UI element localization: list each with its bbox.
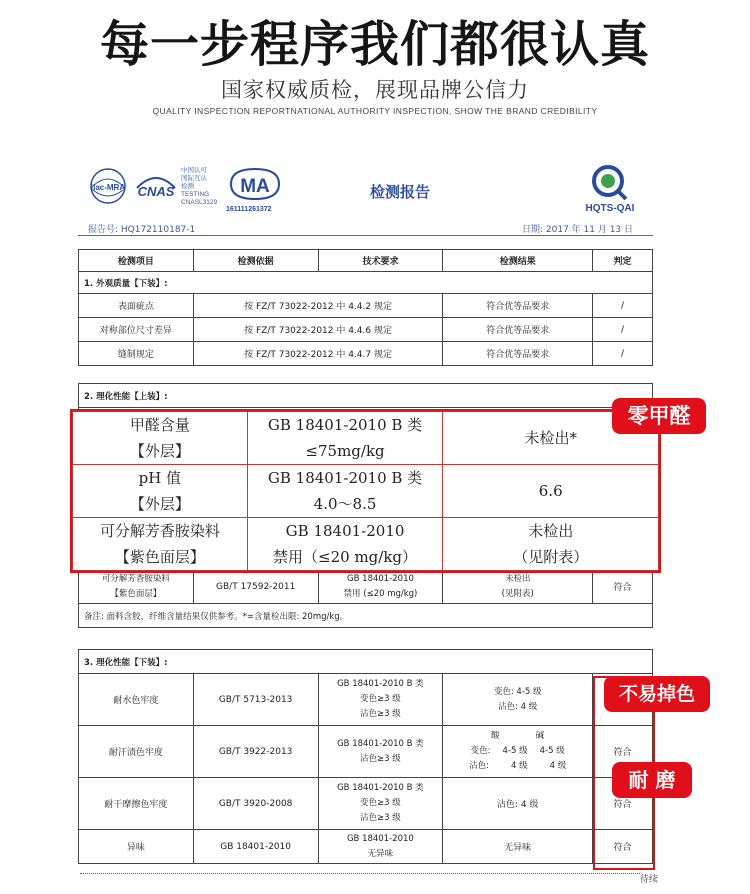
inspection-table-section-1 (78, 249, 653, 366)
req-line: GB 18401-2010 (285, 522, 405, 540)
row-requirement (318, 830, 443, 864)
table-row (79, 318, 653, 342)
result-line: 变色: 4-5 级 (493, 686, 542, 697)
row-item: 表面疵点 (79, 294, 194, 318)
header-basis: 检测依据 (193, 250, 318, 272)
row-item: 异味 (79, 830, 194, 864)
table-row (79, 674, 653, 726)
req-line: 禁用（≤20 mg/kg） (273, 548, 418, 566)
hqts-logo (590, 163, 630, 203)
row-item: 对称部位尺寸差异 (79, 318, 194, 342)
row-result (443, 674, 593, 726)
req-line: 沾色≥3 级 (360, 709, 401, 719)
row-verdict: / (593, 342, 653, 366)
result-line (443, 744, 592, 759)
row-result (443, 726, 593, 778)
header-requirement: 技术要求 (318, 250, 443, 272)
req-line: 无异味 (367, 848, 394, 859)
callout-table (72, 411, 659, 571)
header-item: 检测项目 (79, 250, 194, 272)
cnas-line: 检测 (181, 183, 194, 190)
callout-row (73, 518, 659, 571)
acid-label: 酸 (491, 731, 500, 741)
table-row (79, 294, 653, 318)
item-line: 可分解芳香胺染料 (99, 522, 220, 540)
section-3-title: 3. 理化性能【下装】: (79, 650, 653, 674)
row-verdict: 符合 (593, 830, 653, 864)
row-result (443, 570, 593, 604)
row-basis: GB/T 3920-2008 (193, 778, 318, 830)
formaldehyde-callout-box (70, 409, 661, 573)
ilac-mra-logo (85, 166, 131, 212)
req-line: ≤75mg/kg (305, 442, 385, 460)
result-cell: 4-5 级 (502, 746, 528, 756)
result-cell: 4 级 (549, 761, 567, 771)
row-verdict: 符合 (593, 726, 653, 778)
table-row (79, 726, 653, 778)
note-row (79, 604, 653, 628)
cnas-accreditation-text (181, 167, 221, 207)
callout-requirement (247, 412, 443, 465)
item-line: 【紫色面层】 (110, 588, 162, 599)
callout-item (73, 412, 248, 465)
table-row (79, 570, 653, 604)
result-cell: 变色: (470, 746, 491, 756)
row-basis: GB/T 5713-2013 (193, 674, 318, 726)
report-number: 报告号: HQ172110187-1 (88, 225, 196, 235)
table-row (79, 830, 653, 864)
row-verdict: 符合 (593, 778, 653, 830)
ma-logo (227, 167, 283, 201)
row-result: 符合优等品要求 (443, 342, 593, 366)
continued-label: 待续 (640, 875, 659, 885)
header-result: 检测结果 (443, 250, 593, 272)
row-item (79, 570, 194, 604)
req-line: 沾色≥3 级 (360, 813, 401, 823)
row-basis: GB/T 17592-2011 (193, 570, 318, 604)
req-line: GB 18401-2010 (347, 573, 414, 584)
row-result: 沾色: 4 级 (443, 778, 593, 830)
result-line: (见附表) (501, 588, 534, 599)
callout-requirement (247, 518, 443, 571)
item-line: 【外层】 (129, 442, 190, 460)
row-requirement (318, 726, 443, 778)
item-line: 【外层】 (129, 495, 190, 513)
callout-item (73, 518, 248, 571)
badge-colorfast: 不易掉色 (604, 676, 710, 712)
table-header-row (79, 250, 653, 272)
row-result: 符合优等品要求 (443, 318, 593, 342)
row-result: 无异味 (443, 830, 593, 864)
callout-result: 未检出* (443, 412, 659, 465)
result-line: 未检出 (528, 522, 574, 540)
report-title: 检测报告 (370, 183, 431, 201)
badge-zero-formaldehyde: 零甲醛 (612, 398, 706, 434)
row-basis: GB 18401-2010 (193, 830, 318, 864)
req-line: 变色≥3 级 (360, 694, 401, 704)
row-verdict: / (593, 318, 653, 342)
inspection-table-section-3 (78, 649, 653, 864)
callout-requirement (247, 465, 443, 518)
row-verdict: 符合 (593, 570, 653, 604)
table-row (79, 778, 653, 830)
row-requirement (318, 674, 443, 726)
section-1-title: 1. 外观质量【下装】: (79, 272, 653, 294)
callout-result (443, 518, 659, 571)
req-line: 沾色≥3 级 (360, 753, 401, 764)
ma-text: MA (240, 176, 270, 197)
row-verdict: / (593, 294, 653, 318)
subtitle: 国家权威质检，展现品牌公信力 (221, 78, 529, 102)
section-title-row (79, 650, 653, 674)
section-2-title: 2. 理化性能【上装】: (79, 384, 653, 408)
cnas-line: TESTING (181, 191, 210, 198)
cnas-logo (131, 166, 181, 212)
section-2-note: 备注: 面料含胶，纤维含量结果仅供参考。*=含量检出限: 20mg/kg。 (79, 604, 653, 628)
ilac-text: ilac-MRA (90, 183, 126, 192)
req-line: 4.0～8.5 (313, 495, 377, 513)
subtitle-english: QUALITY INSPECTION REPORTNATIONAL AUTHORITY INSPECTION, SHOW THE BRAND CREDIBILITY (152, 106, 598, 116)
req-line: GB 18401-2010 B 类 (267, 469, 423, 487)
callout-row (73, 465, 659, 518)
req-line: GB 18401-2010 (346, 833, 414, 844)
row-basis: 按 FZ/T 73022-2012 中 4.4.2 规定 (193, 294, 443, 318)
report-date: 日期: 2017 年 11 月 13 日 (522, 225, 634, 235)
section-title-row (79, 272, 653, 294)
item-line: pH 值 (138, 469, 182, 487)
badge-wear-resistant: 耐 磨 (612, 762, 692, 798)
cnas-line: CNASL3129 (181, 199, 218, 206)
req-line: GB 18401-2010 B 类 (267, 416, 423, 434)
row-basis: 按 FZ/T 73022-2012 中 4.4.7 规定 (193, 342, 443, 366)
req-line: GB 18401-2010 B 类 (337, 783, 424, 793)
result-cell: 4-5 级 (539, 746, 565, 756)
cnas-line: 国际互认 (181, 175, 207, 182)
result-line: （见附表） (513, 548, 589, 566)
section-title-row (79, 384, 653, 408)
row-requirement (318, 570, 443, 604)
item-line: 甲醛含量 (129, 416, 190, 434)
result-head (443, 729, 592, 744)
req-line: GB 18401-2010 B 类 (337, 738, 424, 749)
ma-number: 161111261372 (226, 206, 272, 213)
callout-item (73, 465, 248, 518)
callout-result: 6.6 (443, 465, 659, 518)
row-requirement (318, 778, 443, 830)
row-item: 耐干摩擦色牢度 (79, 778, 194, 830)
result-line (443, 759, 592, 774)
row-item: 缝制规定 (79, 342, 194, 366)
result-line: 沾色: 4 级 (498, 701, 538, 712)
cnas-text: CNAS (137, 184, 175, 199)
header-verdict: 判定 (593, 250, 653, 272)
item-line: 可分解芳香胺染料 (101, 573, 170, 584)
cnas-line: 中国认可 (181, 167, 207, 174)
hqts-label: HQTS-QAI (585, 203, 635, 214)
req-line: 禁用 (≤20 mg/kg) (343, 588, 418, 599)
row-item: 耐汗渍色牢度 (79, 726, 194, 778)
row-basis: 按 FZ/T 73022-2012 中 4.4.6 规定 (193, 318, 443, 342)
headline: 每一步程序我们都很认真 (99, 16, 650, 73)
req-line: GB 18401-2010 B 类 (337, 679, 424, 689)
callout-row (73, 412, 659, 465)
result-line: 未检出 (504, 573, 531, 584)
result-cell: 4 级 (510, 761, 528, 771)
footer-dotted-line (80, 873, 640, 874)
table-row (79, 342, 653, 366)
alkali-label: 碱 (535, 731, 545, 741)
row-result: 符合优等品要求 (443, 294, 593, 318)
req-line: 变色≥3 级 (360, 798, 401, 808)
header-divider (78, 235, 653, 236)
result-cell: 沾色: (469, 761, 489, 771)
row-item: 耐水色牢度 (79, 674, 194, 726)
row-basis: GB/T 3922-2013 (193, 726, 318, 778)
item-line: 【紫色面层】 (114, 548, 205, 566)
